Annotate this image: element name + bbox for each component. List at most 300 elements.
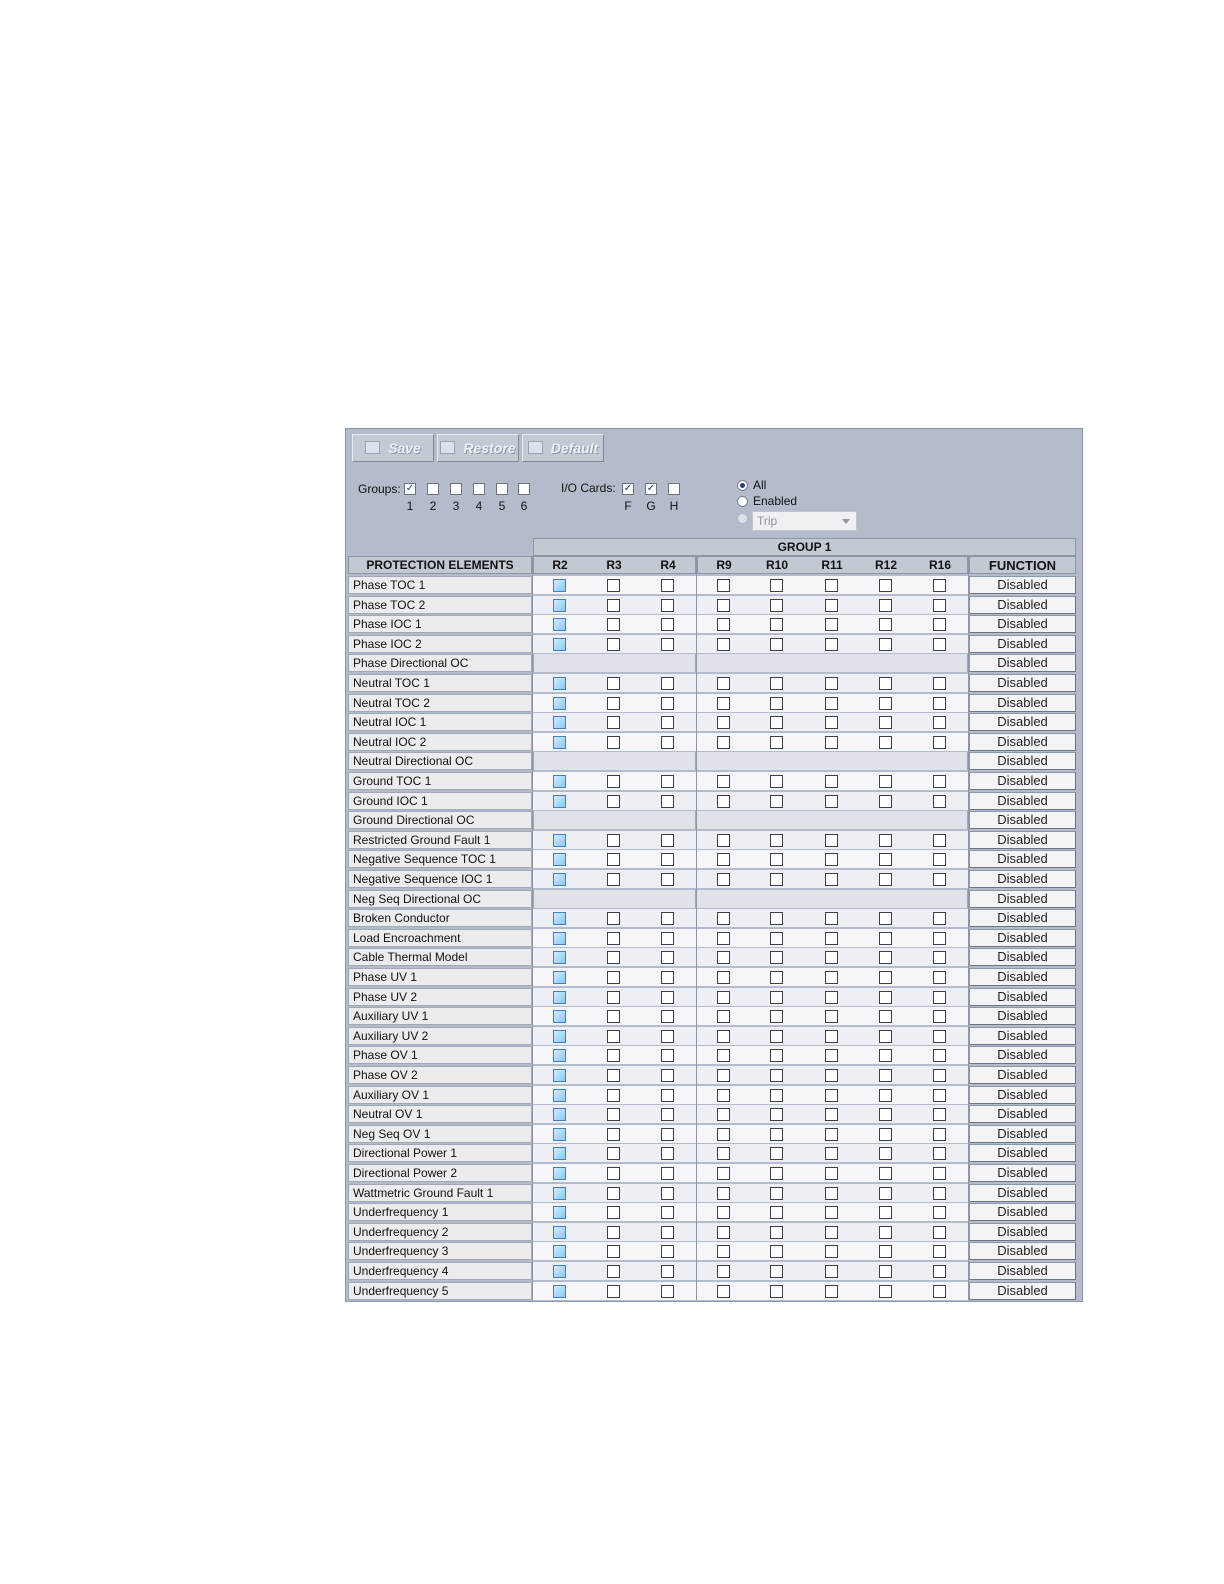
relay-checkbox-r12[interactable] [879,991,892,1004]
relay-checkbox-r3[interactable] [607,932,620,945]
relay-checkbox-r16[interactable] [933,1049,946,1062]
group-checkbox-6[interactable] [518,483,530,495]
relay-checkbox-r12[interactable] [879,795,892,808]
relay-checkbox-r10[interactable] [770,677,783,690]
relay-checkbox-r10[interactable] [770,579,783,592]
relay-checkbox-r4[interactable] [661,736,674,749]
relay-checkbox-r11[interactable] [825,677,838,690]
relay-checkbox-r10[interactable] [770,638,783,651]
function-button[interactable]: Disabled [969,1046,1076,1064]
relay-checkbox-r3[interactable] [607,912,620,925]
function-button[interactable]: Disabled [969,1144,1076,1162]
relay-checkbox-r9[interactable] [717,912,730,925]
relay-checkbox-r12[interactable] [879,834,892,847]
relay-checkbox-r10[interactable] [770,1010,783,1023]
relay-checkbox-r12[interactable] [879,873,892,886]
relay-checkbox-r16[interactable] [933,1069,946,1082]
relay-checkbox-r4[interactable] [661,991,674,1004]
function-button[interactable]: Disabled [969,1164,1076,1182]
relay-checkbox-r11[interactable] [825,1089,838,1102]
relay-checkbox-r12[interactable] [879,775,892,788]
relay-checkbox-r10[interactable] [770,618,783,631]
relay-checkbox-r4[interactable] [661,873,674,886]
relay-checkbox-r11[interactable] [825,638,838,651]
relay-checkbox-r11[interactable] [825,1245,838,1258]
relay-checkbox-r10[interactable] [770,736,783,749]
relay-checkbox-r11[interactable] [825,1069,838,1082]
relay-checkbox-r9[interactable] [717,736,730,749]
relay-checkbox-r3[interactable] [607,1128,620,1141]
group-checkbox-3[interactable] [450,483,462,495]
relay-checkbox-r11[interactable] [825,795,838,808]
relay-checkbox-r11[interactable] [825,618,838,631]
relay-checkbox-r4[interactable] [661,1206,674,1219]
relay-checkbox-r10[interactable] [770,873,783,886]
relay-checkbox-r4[interactable] [661,795,674,808]
relay-checkbox-r11[interactable] [825,853,838,866]
relay-checkbox-r11[interactable] [825,1226,838,1239]
relay-checkbox-r16[interactable] [933,1030,946,1043]
function-button[interactable]: Disabled [969,850,1076,868]
relay-checkbox-r2[interactable] [553,599,566,612]
relay-checkbox-r11[interactable] [825,991,838,1004]
function-button[interactable]: Disabled [969,1262,1076,1280]
group-checkbox-4[interactable] [473,483,485,495]
relay-checkbox-r10[interactable] [770,1128,783,1141]
relay-checkbox-r4[interactable] [661,1285,674,1298]
relay-checkbox-r9[interactable] [717,677,730,690]
relay-checkbox-r4[interactable] [661,932,674,945]
relay-checkbox-r12[interactable] [879,1206,892,1219]
relay-checkbox-r12[interactable] [879,1108,892,1121]
relay-checkbox-r12[interactable] [879,1226,892,1239]
relay-checkbox-r4[interactable] [661,579,674,592]
relay-checkbox-r16[interactable] [933,716,946,729]
relay-checkbox-r9[interactable] [717,1089,730,1102]
relay-checkbox-r9[interactable] [717,834,730,847]
relay-checkbox-r3[interactable] [607,795,620,808]
relay-checkbox-r4[interactable] [661,1010,674,1023]
relay-checkbox-r4[interactable] [661,951,674,964]
relay-checkbox-r2[interactable] [553,912,566,925]
io-card-checkbox-f[interactable]: ✓ [623,483,633,494]
relay-checkbox-r10[interactable] [770,599,783,612]
relay-checkbox-r2[interactable] [553,677,566,690]
function-button[interactable]: Disabled [969,909,1076,927]
relay-checkbox-r12[interactable] [879,1128,892,1141]
relay-checkbox-r4[interactable] [661,1187,674,1200]
io-card-checkbox-g[interactable]: ✓ [646,483,656,494]
relay-checkbox-r12[interactable] [879,1285,892,1298]
relay-checkbox-r2[interactable] [553,1147,566,1160]
relay-checkbox-r3[interactable] [607,677,620,690]
relay-checkbox-r16[interactable] [933,834,946,847]
relay-checkbox-r3[interactable] [607,1108,620,1121]
relay-checkbox-r9[interactable] [717,1147,730,1160]
relay-checkbox-r12[interactable] [879,1049,892,1062]
relay-checkbox-r3[interactable] [607,1089,620,1102]
relay-checkbox-r4[interactable] [661,853,674,866]
relay-checkbox-r12[interactable] [879,1010,892,1023]
trip-dropdown[interactable] [752,511,857,531]
relay-checkbox-r16[interactable] [933,795,946,808]
relay-checkbox-r3[interactable] [607,1265,620,1278]
relay-checkbox-r9[interactable] [717,873,730,886]
relay-checkbox-r11[interactable] [825,1265,838,1278]
relay-checkbox-r3[interactable] [607,1147,620,1160]
relay-checkbox-r3[interactable] [607,599,620,612]
relay-checkbox-r9[interactable] [717,853,730,866]
relay-checkbox-r12[interactable] [879,1069,892,1082]
relay-checkbox-r3[interactable] [607,1030,620,1043]
relay-checkbox-r10[interactable] [770,1226,783,1239]
relay-checkbox-r11[interactable] [825,1128,838,1141]
function-button[interactable]: Disabled [969,870,1076,888]
relay-checkbox-r2[interactable] [553,1108,566,1121]
relay-checkbox-r16[interactable] [933,1128,946,1141]
relay-checkbox-r11[interactable] [825,1108,838,1121]
function-button[interactable]: Disabled [969,1203,1076,1221]
relay-checkbox-r12[interactable] [879,697,892,710]
filter-radio-all[interactable] [737,480,748,491]
relay-checkbox-r3[interactable] [607,1285,620,1298]
relay-checkbox-r10[interactable] [770,1108,783,1121]
relay-checkbox-r2[interactable] [553,618,566,631]
relay-checkbox-r11[interactable] [825,736,838,749]
relay-checkbox-r4[interactable] [661,971,674,984]
relay-checkbox-r12[interactable] [879,638,892,651]
relay-checkbox-r16[interactable] [933,971,946,984]
relay-checkbox-r9[interactable] [717,618,730,631]
relay-checkbox-r3[interactable] [607,1206,620,1219]
restore-button[interactable] [437,434,519,462]
relay-checkbox-r3[interactable] [607,834,620,847]
relay-checkbox-r4[interactable] [661,599,674,612]
relay-checkbox-r16[interactable] [933,853,946,866]
relay-checkbox-r9[interactable] [717,1128,730,1141]
relay-checkbox-r4[interactable] [661,1226,674,1239]
relay-checkbox-r2[interactable] [553,1265,566,1278]
relay-checkbox-r3[interactable] [607,736,620,749]
relay-checkbox-r12[interactable] [879,1245,892,1258]
relay-checkbox-r4[interactable] [661,677,674,690]
function-button[interactable]: Disabled [969,1282,1076,1300]
relay-checkbox-r12[interactable] [879,736,892,749]
relay-checkbox-r11[interactable] [825,1187,838,1200]
relay-checkbox-r2[interactable] [553,834,566,847]
relay-checkbox-r10[interactable] [770,775,783,788]
function-button[interactable]: Disabled [969,831,1076,849]
relay-checkbox-r10[interactable] [770,1245,783,1258]
relay-checkbox-r10[interactable] [770,1167,783,1180]
relay-checkbox-r9[interactable] [717,579,730,592]
function-button[interactable]: Disabled [969,890,1076,908]
relay-checkbox-r9[interactable] [717,1108,730,1121]
relay-checkbox-r10[interactable] [770,971,783,984]
filter-radio-trip[interactable] [737,513,748,524]
relay-checkbox-r12[interactable] [879,853,892,866]
relay-checkbox-r3[interactable] [607,1187,620,1200]
relay-checkbox-r2[interactable] [553,932,566,945]
relay-checkbox-r2[interactable] [553,1069,566,1082]
relay-checkbox-r11[interactable] [825,912,838,925]
relay-checkbox-r11[interactable] [825,1030,838,1043]
relay-checkbox-r4[interactable] [661,1030,674,1043]
relay-checkbox-r4[interactable] [661,697,674,710]
function-button[interactable]: Disabled [969,1066,1076,1084]
relay-checkbox-r9[interactable] [717,1030,730,1043]
relay-checkbox-r11[interactable] [825,775,838,788]
relay-checkbox-r9[interactable] [717,1245,730,1258]
relay-checkbox-r16[interactable] [933,932,946,945]
relay-checkbox-r11[interactable] [825,579,838,592]
function-button[interactable]: Disabled [969,615,1076,633]
relay-checkbox-r16[interactable] [933,599,946,612]
relay-checkbox-r10[interactable] [770,932,783,945]
relay-checkbox-r4[interactable] [661,1245,674,1258]
relay-checkbox-r9[interactable] [717,932,730,945]
relay-checkbox-r3[interactable] [607,971,620,984]
relay-checkbox-r2[interactable] [553,1245,566,1258]
relay-checkbox-r2[interactable] [553,991,566,1004]
relay-checkbox-r3[interactable] [607,579,620,592]
relay-checkbox-r12[interactable] [879,1265,892,1278]
relay-checkbox-r4[interactable] [661,1265,674,1278]
relay-checkbox-r3[interactable] [607,853,620,866]
relay-checkbox-r4[interactable] [661,638,674,651]
function-button[interactable]: Disabled [969,654,1076,672]
function-button[interactable]: Disabled [969,929,1076,947]
relay-checkbox-r11[interactable] [825,951,838,964]
function-button[interactable]: Disabled [969,1184,1076,1202]
relay-checkbox-r12[interactable] [879,618,892,631]
relay-checkbox-r2[interactable] [553,579,566,592]
relay-checkbox-r12[interactable] [879,1147,892,1160]
relay-checkbox-r12[interactable] [879,932,892,945]
relay-checkbox-r12[interactable] [879,912,892,925]
relay-checkbox-r4[interactable] [661,1069,674,1082]
relay-checkbox-r16[interactable] [933,1108,946,1121]
relay-checkbox-r16[interactable] [933,1206,946,1219]
relay-checkbox-r4[interactable] [661,834,674,847]
function-button[interactable]: Disabled [969,772,1076,790]
relay-checkbox-r11[interactable] [825,873,838,886]
relay-checkbox-r11[interactable] [825,1285,838,1298]
relay-checkbox-r2[interactable] [553,1187,566,1200]
relay-checkbox-r9[interactable] [717,971,730,984]
relay-checkbox-r9[interactable] [717,1265,730,1278]
relay-checkbox-r4[interactable] [661,1128,674,1141]
relay-checkbox-r3[interactable] [607,618,620,631]
function-button[interactable]: Disabled [969,811,1076,829]
relay-checkbox-r9[interactable] [717,1010,730,1023]
relay-checkbox-r2[interactable] [553,1226,566,1239]
relay-checkbox-r9[interactable] [717,638,730,651]
relay-checkbox-r9[interactable] [717,795,730,808]
relay-checkbox-r16[interactable] [933,697,946,710]
relay-checkbox-r11[interactable] [825,834,838,847]
relay-checkbox-r12[interactable] [879,599,892,612]
function-button[interactable]: Disabled [969,733,1076,751]
relay-checkbox-r9[interactable] [717,775,730,788]
io-card-checkbox-h[interactable] [668,483,680,495]
relay-checkbox-r16[interactable] [933,579,946,592]
function-button[interactable]: Disabled [969,1125,1076,1143]
function-button[interactable]: Disabled [969,1086,1076,1104]
relay-checkbox-r10[interactable] [770,1187,783,1200]
relay-checkbox-r16[interactable] [933,1285,946,1298]
relay-checkbox-r16[interactable] [933,873,946,886]
relay-checkbox-r10[interactable] [770,1285,783,1298]
function-button[interactable]: Disabled [969,713,1076,731]
relay-checkbox-r2[interactable] [553,1128,566,1141]
relay-checkbox-r12[interactable] [879,1187,892,1200]
relay-checkbox-r3[interactable] [607,716,620,729]
relay-checkbox-r2[interactable] [553,716,566,729]
relay-checkbox-r10[interactable] [770,1069,783,1082]
relay-checkbox-r16[interactable] [933,1226,946,1239]
group-checkbox-2[interactable] [427,483,439,495]
relay-checkbox-r4[interactable] [661,1167,674,1180]
relay-checkbox-r16[interactable] [933,1089,946,1102]
relay-checkbox-r12[interactable] [879,716,892,729]
relay-checkbox-r9[interactable] [717,599,730,612]
relay-checkbox-r12[interactable] [879,971,892,984]
relay-checkbox-r4[interactable] [661,618,674,631]
relay-checkbox-r3[interactable] [607,1069,620,1082]
relay-checkbox-r9[interactable] [717,1167,730,1180]
relay-checkbox-r10[interactable] [770,1049,783,1062]
relay-checkbox-r16[interactable] [933,775,946,788]
save-button[interactable] [352,434,434,462]
function-button[interactable]: Disabled [969,596,1076,614]
relay-checkbox-r11[interactable] [825,1049,838,1062]
function-button[interactable]: Disabled [969,1242,1076,1260]
relay-checkbox-r3[interactable] [607,1245,620,1258]
relay-checkbox-r16[interactable] [933,1167,946,1180]
relay-checkbox-r2[interactable] [553,1049,566,1062]
relay-checkbox-r16[interactable] [933,1245,946,1258]
relay-checkbox-r2[interactable] [553,1206,566,1219]
relay-checkbox-r11[interactable] [825,1010,838,1023]
relay-checkbox-r2[interactable] [553,971,566,984]
relay-checkbox-r11[interactable] [825,971,838,984]
relay-checkbox-r2[interactable] [553,873,566,886]
relay-checkbox-r3[interactable] [607,1049,620,1062]
relay-checkbox-r16[interactable] [933,1010,946,1023]
relay-checkbox-r9[interactable] [717,951,730,964]
relay-checkbox-r3[interactable] [607,775,620,788]
default-button[interactable] [522,434,604,462]
relay-checkbox-r2[interactable] [553,853,566,866]
relay-checkbox-r2[interactable] [553,1010,566,1023]
relay-checkbox-r2[interactable] [553,775,566,788]
relay-checkbox-r12[interactable] [879,579,892,592]
relay-checkbox-r2[interactable] [553,795,566,808]
group-checkbox-5[interactable] [496,483,508,495]
relay-checkbox-r4[interactable] [661,1147,674,1160]
relay-checkbox-r10[interactable] [770,795,783,808]
relay-checkbox-r11[interactable] [825,1147,838,1160]
relay-checkbox-r3[interactable] [607,873,620,886]
relay-checkbox-r9[interactable] [717,991,730,1004]
relay-checkbox-r3[interactable] [607,1167,620,1180]
relay-checkbox-r3[interactable] [607,1226,620,1239]
relay-checkbox-r10[interactable] [770,1089,783,1102]
relay-checkbox-r2[interactable] [553,736,566,749]
relay-checkbox-r2[interactable] [553,638,566,651]
relay-checkbox-r10[interactable] [770,697,783,710]
relay-checkbox-r3[interactable] [607,951,620,964]
relay-checkbox-r16[interactable] [933,736,946,749]
relay-checkbox-r11[interactable] [825,697,838,710]
relay-checkbox-r4[interactable] [661,716,674,729]
relay-checkbox-r11[interactable] [825,1167,838,1180]
relay-checkbox-r16[interactable] [933,912,946,925]
relay-checkbox-r12[interactable] [879,1167,892,1180]
relay-checkbox-r2[interactable] [553,1167,566,1180]
group-checkbox-1[interactable]: ✓ [405,483,415,494]
function-button[interactable]: Disabled [969,948,1076,966]
relay-checkbox-r10[interactable] [770,834,783,847]
relay-checkbox-r10[interactable] [770,1265,783,1278]
relay-checkbox-r2[interactable] [553,1089,566,1102]
function-button[interactable]: Disabled [969,694,1076,712]
relay-checkbox-r10[interactable] [770,951,783,964]
function-button[interactable]: Disabled [969,792,1076,810]
relay-checkbox-r4[interactable] [661,1089,674,1102]
function-button[interactable]: Disabled [969,988,1076,1006]
relay-checkbox-r9[interactable] [717,1226,730,1239]
relay-checkbox-r16[interactable] [933,618,946,631]
relay-checkbox-r10[interactable] [770,991,783,1004]
relay-checkbox-r12[interactable] [879,1030,892,1043]
relay-checkbox-r11[interactable] [825,599,838,612]
relay-checkbox-r3[interactable] [607,991,620,1004]
relay-checkbox-r4[interactable] [661,1049,674,1062]
relay-checkbox-r16[interactable] [933,677,946,690]
relay-checkbox-r10[interactable] [770,1147,783,1160]
relay-checkbox-r3[interactable] [607,1010,620,1023]
relay-checkbox-r16[interactable] [933,1265,946,1278]
function-button[interactable]: Disabled [969,1105,1076,1123]
relay-checkbox-r9[interactable] [717,1206,730,1219]
relay-checkbox-r9[interactable] [717,1049,730,1062]
relay-checkbox-r11[interactable] [825,1206,838,1219]
relay-checkbox-r12[interactable] [879,951,892,964]
function-button[interactable]: Disabled [969,1027,1076,1045]
relay-checkbox-r9[interactable] [717,716,730,729]
relay-checkbox-r2[interactable] [553,1030,566,1043]
relay-checkbox-r9[interactable] [717,697,730,710]
function-button[interactable]: Disabled [969,752,1076,770]
relay-checkbox-r12[interactable] [879,677,892,690]
function-button[interactable]: Disabled [969,635,1076,653]
relay-checkbox-r10[interactable] [770,1030,783,1043]
relay-checkbox-r10[interactable] [770,853,783,866]
relay-checkbox-r11[interactable] [825,932,838,945]
relay-checkbox-r10[interactable] [770,1206,783,1219]
relay-checkbox-r16[interactable] [933,991,946,1004]
relay-checkbox-r2[interactable] [553,951,566,964]
relay-checkbox-r4[interactable] [661,912,674,925]
relay-checkbox-r3[interactable] [607,697,620,710]
relay-checkbox-r2[interactable] [553,1285,566,1298]
function-button[interactable]: Disabled [969,674,1076,692]
filter-radio-enabled[interactable] [737,496,748,507]
relay-checkbox-r16[interactable] [933,638,946,651]
relay-checkbox-r9[interactable] [717,1069,730,1082]
